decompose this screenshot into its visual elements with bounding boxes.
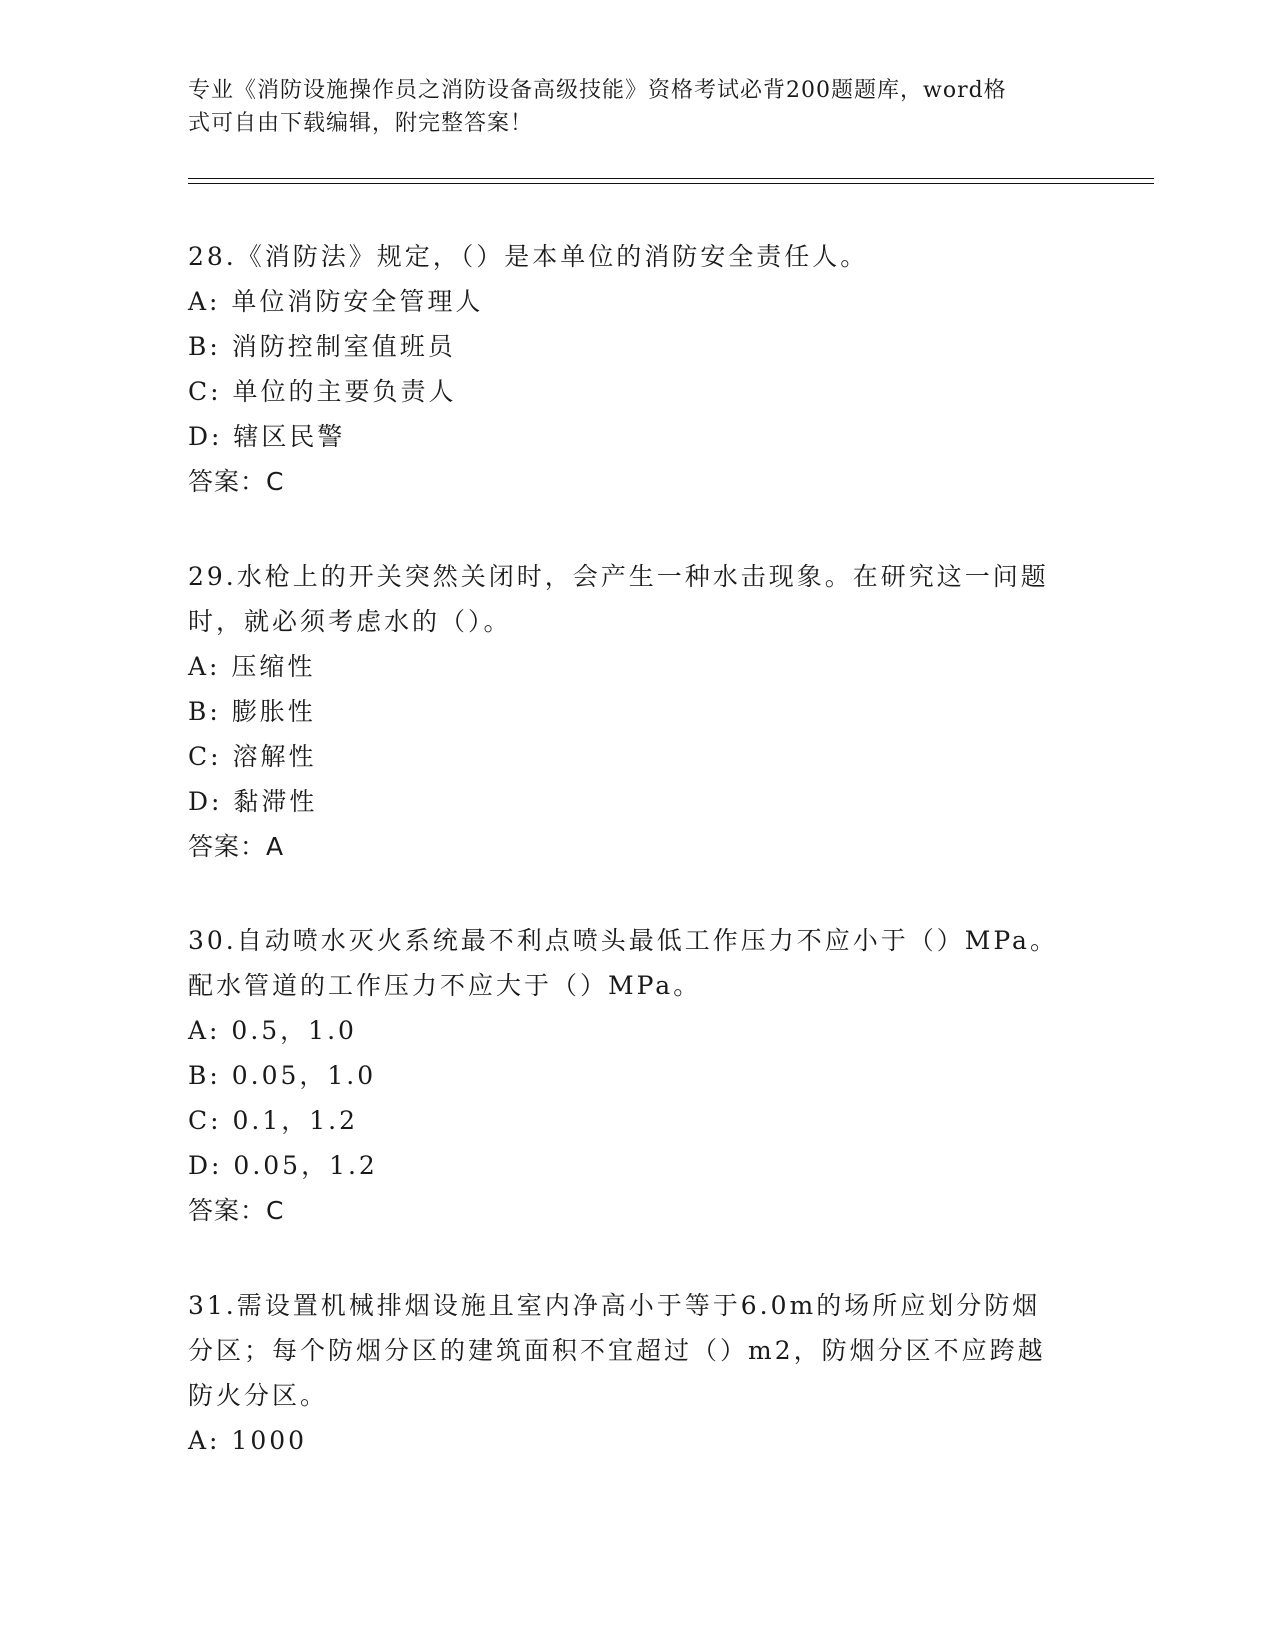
question-28 — [188, 234, 1078, 504]
option-c: C: 0.1，1.2 — [188, 1106, 359, 1135]
option-a: A: 压缩性 — [188, 652, 316, 681]
option-d: D: 0.05，1.2 — [188, 1151, 378, 1180]
option-c: C: 单位的主要负责人 — [188, 377, 457, 406]
question-stem-line: 28.《消防法》规定，（）是本单位的消防安全责任人。 — [188, 242, 869, 271]
question-stem-line: 时，就必须考虑水的（）。 — [188, 607, 512, 636]
header-line-1: 专业《消防设施操作员之消防设备高级技能》资格考试必背200题题库，word格 — [188, 78, 1007, 103]
option-b: B: 0.05，1.0 — [188, 1061, 377, 1090]
question-stem-line: 31.需设置机械排烟设施且室内净高小于等于6.0m的场所应划分防烟 — [188, 1291, 1041, 1320]
question-stem-line: 防火分区。 — [188, 1381, 329, 1410]
question-31 — [188, 1283, 1078, 1463]
option-d: D: 黏滞性 — [188, 787, 318, 816]
question-stem-line: 30.自动喷水灭火系统最不利点喷头最低工作压力不应小于（）MPa。 — [188, 926, 1058, 955]
header-divider-bottom — [188, 183, 1154, 184]
document-header — [188, 74, 1068, 140]
option-a: A: 0.5，1.0 — [188, 1016, 357, 1045]
option-c: C: 溶解性 — [188, 742, 317, 771]
answer-line: 答案：C — [188, 467, 285, 496]
option-d: D: 辖区民警 — [188, 422, 346, 451]
question-30 — [188, 918, 1078, 1233]
question-stem-line: 分区；每个防烟分区的建筑面积不宜超过（）m2，防烟分区不应跨越 — [188, 1336, 1046, 1365]
header-line-2: 式可自由下载编辑，附完整答案！ — [188, 111, 534, 136]
question-stem-line: 配水管道的工作压力不应大于（）MPa。 — [188, 971, 702, 1000]
question-stem-line: 29.水枪上的开关突然关闭时，会产生一种水击现象。在研究这一问题 — [188, 562, 1049, 591]
option-b: B: 膨胀性 — [188, 697, 316, 726]
question-29 — [188, 554, 1078, 869]
option-a: A: 1000 — [188, 1426, 308, 1455]
option-a: A: 单位消防安全管理人 — [188, 287, 484, 316]
header-divider-top — [188, 178, 1154, 179]
option-b: B: 消防控制室值班员 — [188, 332, 456, 361]
answer-line: 答案：C — [188, 1196, 285, 1225]
answer-line: 答案：A — [188, 832, 285, 861]
